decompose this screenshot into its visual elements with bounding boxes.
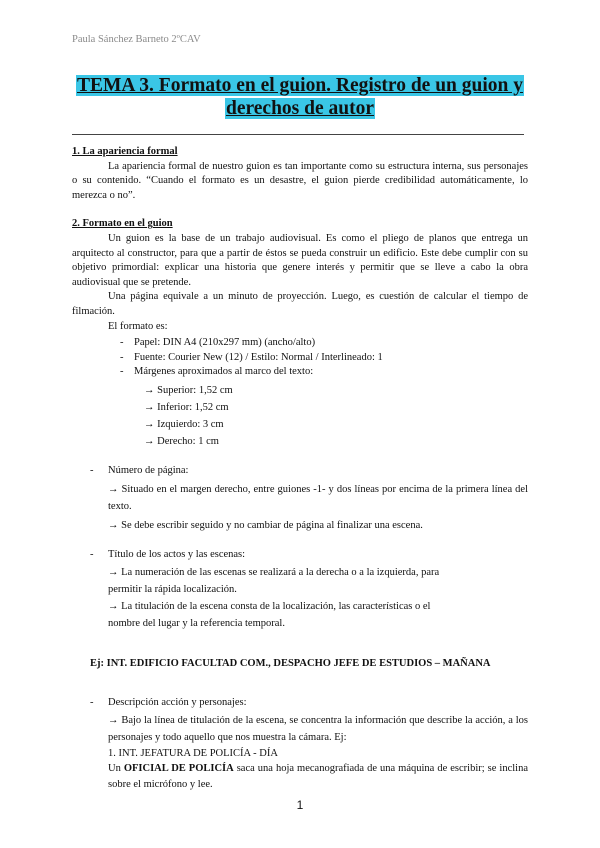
title-line-1: TEMA 3. Formato en el guion. Registro de un guion y [77,75,523,96]
description-label: Descripción acción y personajes: [108,696,247,708]
titles-detail-1a: → La numeración de las escenas se realizará a la derecha o a la izquierda, para [108,567,440,579]
titles-label: Título de los actos y las escenas: [108,548,246,560]
margin-item: → Izquierdo: 3 cm [144,418,224,430]
section-2-paragraph-2: Una página equivale a un minuto de proyección. Luego, es cuestión de calcular el tiempo de filmación. [72,291,528,317]
document-body [72,145,528,793]
description-scene: 1. INT. JEFATURA DE POLICÍA - DÍA [108,748,278,760]
section-2-paragraph-1: Un guion es la base de un trabajo audiovisual. Es como el pliego de planos que entrega un arquitecto al constructor, para que a partir de éstos se pueda construir un edificio. Este debe cumplir con su objetivo primordial: explicar una historia que genere interés y permitir que se lleve a cabo la obra audiovisual que se pretende. [72,232,528,288]
section-2-heading: 2. Formato en el guion [72,218,173,230]
titles-detail-1b: permitir la rápida localización. [108,584,237,596]
title-line-2: derechos de autor [225,98,375,119]
section-1-heading: 1. La apariencia formal [72,146,178,157]
description-item: - Descripción acción y personajes: → Bajo la línea de titulación de la escena, se concentra la información que describe la acción, a los personajes y todo aquello que nos muestra la cámara. Ej: 1. INT. JEFATURA DE POLICÍA - DÍA Un OFICIAL DE POLICÍA saca una hoja mecanografiada de una máquina de escribir; se inclina sobre el micrófono y lee. [72,696,528,794]
margin-item: → Superior: 1,52 cm [144,384,233,396]
format-list [72,336,528,380]
page-title [72,74,528,120]
format-item: - Fuente: Courier New (12) / Estilo: Normal / Interlineado: 1 [72,351,528,366]
format-intro: El formato es: [108,320,168,332]
page-number: 1 [296,798,304,812]
description-example: Un OFICIAL DE POLICÍA saca una hoja mecanografiada de una máquina de escribir; se inclina sobre el micrófono y lee. [108,763,528,791]
page-number-label: Número de página: [108,464,189,476]
format-item: - Papel: DIN A4 (210x297 mm) (ancho/alto) [72,336,528,351]
margin-item: → Inferior: 1,52 cm [144,401,229,413]
margin-item: → Derecho: 1 cm [144,435,219,447]
scene-heading-example: Ej: INT. EDIFICIO FACULTAD COM., DESPACHO JEFE DE ESTUDIOS – MAÑANA [90,657,491,669]
margins-list [144,382,528,450]
titles-detail-2b: nombre del lugar y la referencia temporal. [108,618,285,630]
page-header: Paula Sánchez Barneto 2ºCAV [72,34,201,45]
section-1-paragraph: La apariencia formal de nuestro guion es tan importante como su estructura interna, sus personajes o su contenido. “Cuando el formato es un desastre, el guion pierde credibilidad automáticamente, lo merezca o no”. [72,160,528,201]
titles-item: - Título de los actos y las escenas: → La numeración de las escenas se realizará a la derecha o a la izquierda, para permitir la rápida localización. → La titulación de la escena consta de la localización, las características o el nombre del lugar y la referencia temporal. [72,548,528,633]
title-divider [72,134,524,135]
format-item: - Márgenes aproximados al marco del texto: [72,365,528,380]
page-number-item: - Número de página: → Situado en el margen derecho, entre guiones -1- y dos líneas por encima de la primera línea del texto. → Se debe escribir seguido y no cambiar de página al finalizar una escena. [72,464,528,534]
page-number-detail-1: → Situado en el margen derecho, entre guiones -1- y dos líneas por encima de la primera línea del texto. [108,483,528,512]
page-number-detail-2: → Se debe escribir seguido y no cambiar de página al finalizar una escena. [108,519,423,531]
character-name: OFICIAL DE POLICÍA [123,763,234,775]
description-detail: → Bajo la línea de titulación de la escena, se concentra la información que describe la acción, a los personajes y todo aquello que nos muestra la cámara. Ej: [108,715,528,744]
titles-detail-2a: → La titulación de la escena consta de la localización, las características o el [108,601,431,613]
